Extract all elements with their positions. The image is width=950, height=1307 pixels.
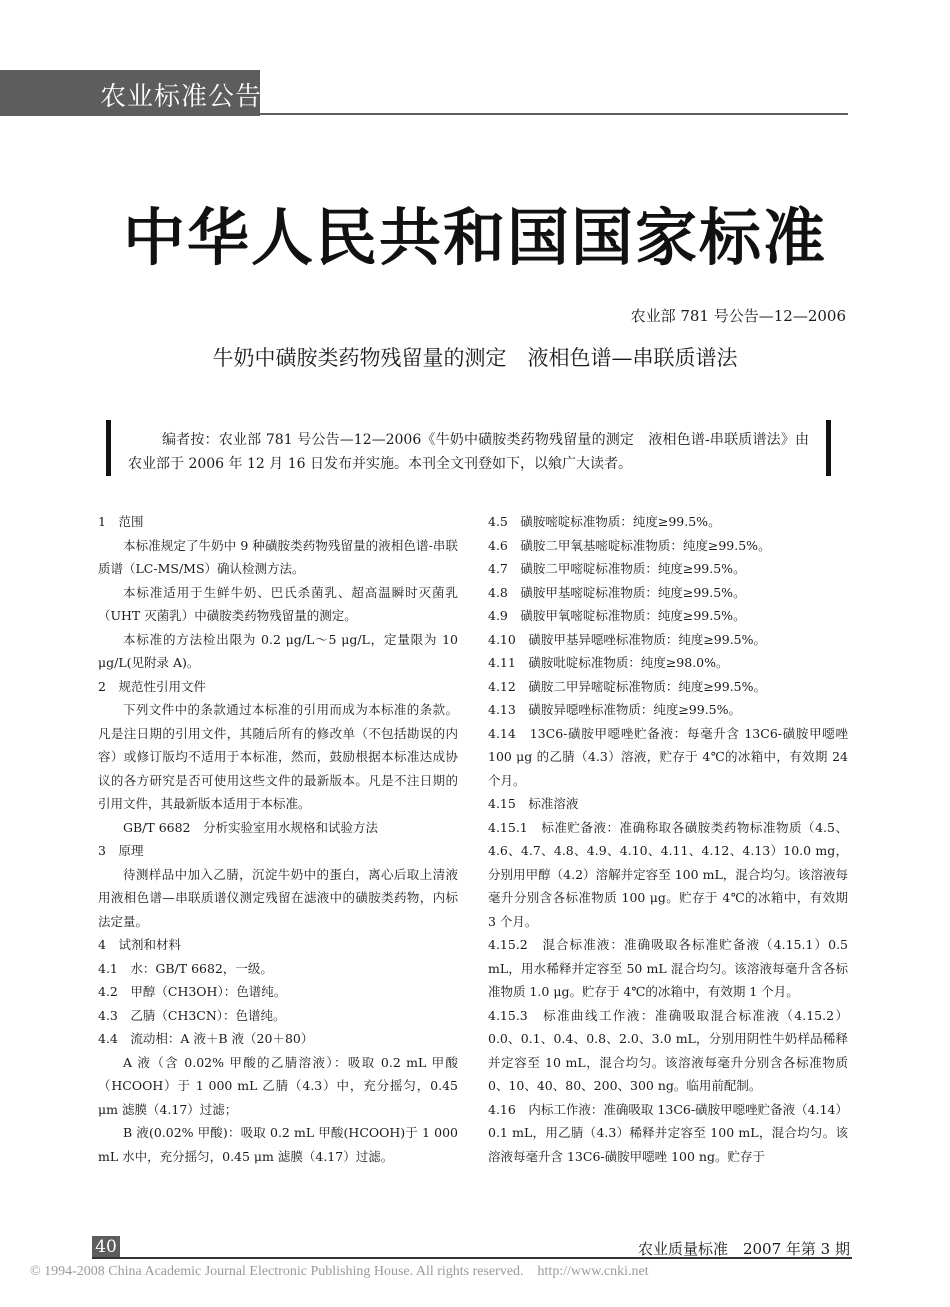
paragraph: 4.1 水：GB/T 6682，一级。 [98, 960, 273, 976]
editor-note [106, 420, 831, 476]
standard-title: 牛奶中磺胺类药物残留量的测定 液相色谱—串联质谱法 [212, 346, 738, 370]
paragraph: 4.12 磺胺二甲异嘧啶标准物质：纯度≥99.5%。 [488, 678, 767, 694]
paragraph: 本标准适用于生鲜牛奶、巴氏杀菌乳、超高温瞬时灭菌乳（UHT 灭菌乳）中磺胺类药物残留量的测定。 [98, 584, 458, 623]
right-column [488, 510, 848, 1168]
paragraph: 4 试剂和材料 [98, 937, 181, 952]
header-rule [260, 113, 848, 115]
paragraph: 4.8 磺胺甲基嘧啶标准物质：纯度≥99.5%。 [488, 584, 746, 600]
paragraph: 下列文件中的条款通过本标准的引用而成为本标准的条款。凡是注日期的引用文件，其随后所有的修改单（不包括勘误的内容）或修订版均不适用于本标准，然而，鼓励根据本标准达成协议的各方研究是否可使用这些文件的最新版本。凡是不注日期的引用文件，其最新版本适用于本标准。 [98, 702, 458, 811]
page-number: 40 [92, 1236, 120, 1258]
left-column [98, 510, 458, 1168]
paragraph: 2 规范性引用文件 [98, 678, 206, 694]
document-number: 农业部 781 号公告—12—2006 [630, 307, 846, 325]
paragraph: 4.2 甲醇（CH3OH）：色谱纯。 [98, 984, 287, 999]
section-label: 农业标准公告 [100, 82, 263, 112]
paragraph: 4.7 磺胺二甲嘧啶标准物质：纯度≥99.5%。 [488, 561, 746, 576]
paragraph: 4.15.3 标准曲线工作液：准确吸取混合标准液（4.15.2）0.0、0.1、0.4、0.8、2.0、3.0 mL，分别用阴性牛奶样品稀释并定容至 10 mL，混合均匀。该溶液每毫升分别含各标准物质 0、10、40、80、200、300 ng。临用前配制。 [488, 1007, 848, 1093]
paragraph: 4.15.1 标准贮备液：准确称取各磺胺类药物标准物质（4.5、4.6、4.7、4.8、4.9、4.10、4.11、4.12、4.13）10.0 mg，分别用甲醇（4.2）溶解并定容至 100 mL，混合均匀。该溶液每毫升分别含各标准物质 100 μg。贮存于 4℃的冰箱中，有效期 3 个月。 [488, 819, 848, 929]
paragraph: 4.14 13C6-磺胺甲噁唑贮备液：每毫升含 13C6-磺胺甲噁唑 100 μg 的乙腈（4.3）溶液，贮存于 4℃的冰箱中，有效期 24 个月。 [488, 725, 848, 788]
paragraph: 4.11 磺胺吡啶标准物质：纯度≥98.0%。 [488, 655, 729, 670]
copyright-notice: © 1994-2008 China Academic Journal Electronic Publishing House. All rights reserved. http://www.cnki.net [30, 1264, 649, 1279]
paragraph: B 液(0.02% 甲酸)：吸取 0.2 mL 甲酸(HCOOH)于 1 000 mL 水中，充分摇匀，0.45 μm 滤膜（4.17）过滤。 [98, 1125, 458, 1164]
page-title: 中华人民共和国国家标准 [122, 201, 827, 274]
paragraph: GB/T 6682 分析实验室用水规格和试验方法 [123, 819, 379, 835]
paragraph: 4.10 磺胺甲基异噁唑标准物质：纯度≥99.5%。 [488, 631, 767, 647]
paragraph: 4.13 磺胺异噁唑标准物质：纯度≥99.5%。 [488, 702, 742, 717]
paragraph: 1 范围 [98, 514, 144, 529]
paragraph: 4.16 内标工作液：准确吸取 13C6-磺胺甲噁唑贮备液（4.14）0.1 mL，用乙腈（4.3）稀释并定容至 100 mL，混合均匀。该溶液每毫升含 13C6-磺胺甲噁唑 100 ng。贮存于 [488, 1101, 848, 1164]
note-bar-left [106, 420, 111, 476]
paragraph: 本标准规定了牛奶中 9 种磺胺类药物残留量的液相色谱-串联质谱（LC-MS/MS）确认检测方法。 [98, 537, 458, 576]
note-bar-right [826, 420, 831, 476]
paragraph: 4.4 流动相：A 液＋B 液（20＋80） [98, 1031, 314, 1046]
paragraph: 4.15.2 混合标准液：准确吸取各标准贮备液（4.15.1）0.5 mL，用水稀释并定容至 50 mL 混合均匀。该溶液每毫升含各标准物质 1.0 μg。贮存于 4℃的冰箱中，有效期 1 个月。 [488, 937, 848, 999]
paragraph: 4.9 磺胺甲氧嘧啶标准物质：纯度≥99.5%。 [488, 608, 746, 623]
paragraph: 3 原理 [98, 843, 144, 858]
paragraph: 4.15 标准溶液 [488, 796, 579, 811]
paragraph: 4.6 磺胺二甲氧基嘧啶标准物质：纯度≥99.5%。 [488, 537, 771, 553]
editor-note-text: 编者按：农业部 781 号公告—12—2006《牛奶中磺胺类药物残留量的测定 液相色谱-串联质谱法》由农业部于 2006 年 12 月 16 日发布并实施。本刊全文刊登如下，以飨广大读者。 [128, 432, 809, 472]
paragraph: 4.3 乙腈（CH3CN）：色谱纯。 [98, 1007, 286, 1023]
paragraph: A 液（含 0.02% 甲酸的乙腈溶液）：吸取 0.2 mL 甲酸（HCOOH）于 1 000 mL 乙腈（4.3）中，充分摇匀，0.45 μm 滤膜（4.17）过滤； [98, 1054, 458, 1117]
journal-issue: 农业质量标准 2007 年第 3 期 [637, 1240, 850, 1258]
paragraph: 4.5 磺胺嘧啶标准物质：纯度≥99.5%。 [488, 514, 721, 529]
paragraph: 待测样品中加入乙腈，沉淀牛奶中的蛋白，离心后取上清液用液相色谱—串联质谱仪测定残留在滤液中的磺胺类药物，内标法定量。 [98, 866, 458, 929]
paragraph: 本标准的方法检出限为 0.2 μg/L～5 μg/L，定量限为 10 μg/L(见附录 A)。 [98, 631, 458, 670]
